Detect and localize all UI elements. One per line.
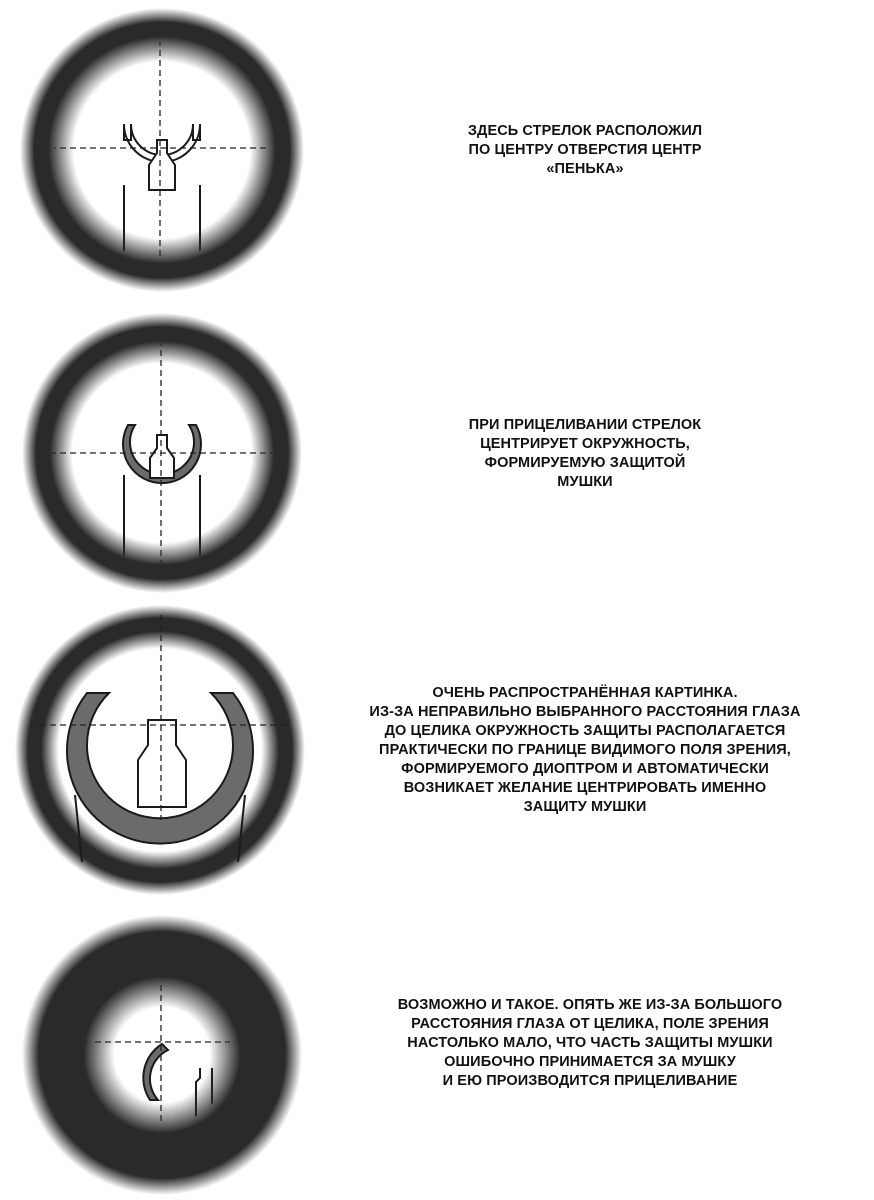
caption-2 bbox=[435, 416, 735, 492]
caption-line: ВОЗНИКАЕТ ЖЕЛАНИЕ ЦЕНТРИРОВАТЬ ИМЕННО bbox=[403, 780, 767, 796]
sight-panel-3 bbox=[0, 600, 874, 900]
peep-aperture-blur bbox=[22, 915, 302, 1195]
caption-4 bbox=[340, 996, 840, 1091]
sight-panel-2 bbox=[0, 300, 874, 600]
caption-line: И ЕЮ ПРОИЗВОДИТСЯ ПРИЦЕЛИВАНИЕ bbox=[442, 1073, 738, 1089]
caption-line: ДО ЦЕЛИКА ОКРУЖНОСТЬ ЗАЩИТЫ РАСПОЛАГАЕТСЯ bbox=[384, 723, 786, 739]
caption-line: ПРИ ПРИЦЕЛИВАНИИ СТРЕЛОК bbox=[468, 417, 702, 433]
caption-line: ОЧЕНЬ РАСПРОСТРАНЁННАЯ КАРТИНКА. bbox=[432, 685, 738, 701]
caption-line: «ПЕНЬКА» bbox=[546, 161, 624, 177]
caption-line: МУШКИ bbox=[557, 474, 613, 490]
caption-line: ВОЗМОЖНО И ТАКОЕ. ОПЯТЬ ЖЕ ИЗ-ЗА БОЛЬШОГО bbox=[397, 997, 783, 1013]
caption-3 bbox=[320, 684, 850, 817]
sight-panel-4 bbox=[0, 900, 874, 1200]
peep-aperture-blur bbox=[20, 8, 304, 292]
peep-aperture-blur bbox=[22, 313, 302, 593]
caption-line: ПО ЦЕНТРУ ОТВЕРСТИЯ ЦЕНТР bbox=[468, 142, 702, 158]
sight-panel-1 bbox=[0, 0, 874, 300]
caption-line: ЦЕНТРИРУЕТ ОКРУЖНОСТЬ, bbox=[480, 436, 690, 452]
caption-line: ОШИБОЧНО ПРИНИМАЕТСЯ ЗА МУШКУ bbox=[444, 1054, 736, 1070]
caption-line: РАССТОЯНИЯ ГЛАЗА ОТ ЦЕЛИКА, ПОЛЕ ЗРЕНИЯ bbox=[411, 1016, 769, 1032]
caption-line: ЗАЩИТУ МУШКИ bbox=[523, 799, 647, 815]
caption-line: ИЗ-ЗА НЕПРАВИЛЬНО ВЫБРАННОГО РАССТОЯНИЯ ГЛАЗА bbox=[369, 704, 801, 720]
caption-line: ФОРМИРУЕМУЮ ЗАЩИТОЙ bbox=[484, 455, 686, 471]
caption-line: ЗДЕСЬ СТРЕЛОК РАСПОЛОЖИЛ bbox=[467, 123, 703, 139]
caption-line: ПРАКТИЧЕСКИ ПО ГРАНИЦЕ ВИДИМОГО ПОЛЯ ЗРЕНИЯ, bbox=[379, 742, 791, 758]
caption-line: НАСТОЛЬКО МАЛО, ЧТО ЧАСТЬ ЗАЩИТЫ МУШКИ bbox=[407, 1035, 773, 1051]
caption-line: ФОРМИРУЕМОГО ДИОПТРОМ И АВТОМАТИЧЕСКИ bbox=[401, 761, 769, 777]
caption-1 bbox=[435, 122, 735, 179]
